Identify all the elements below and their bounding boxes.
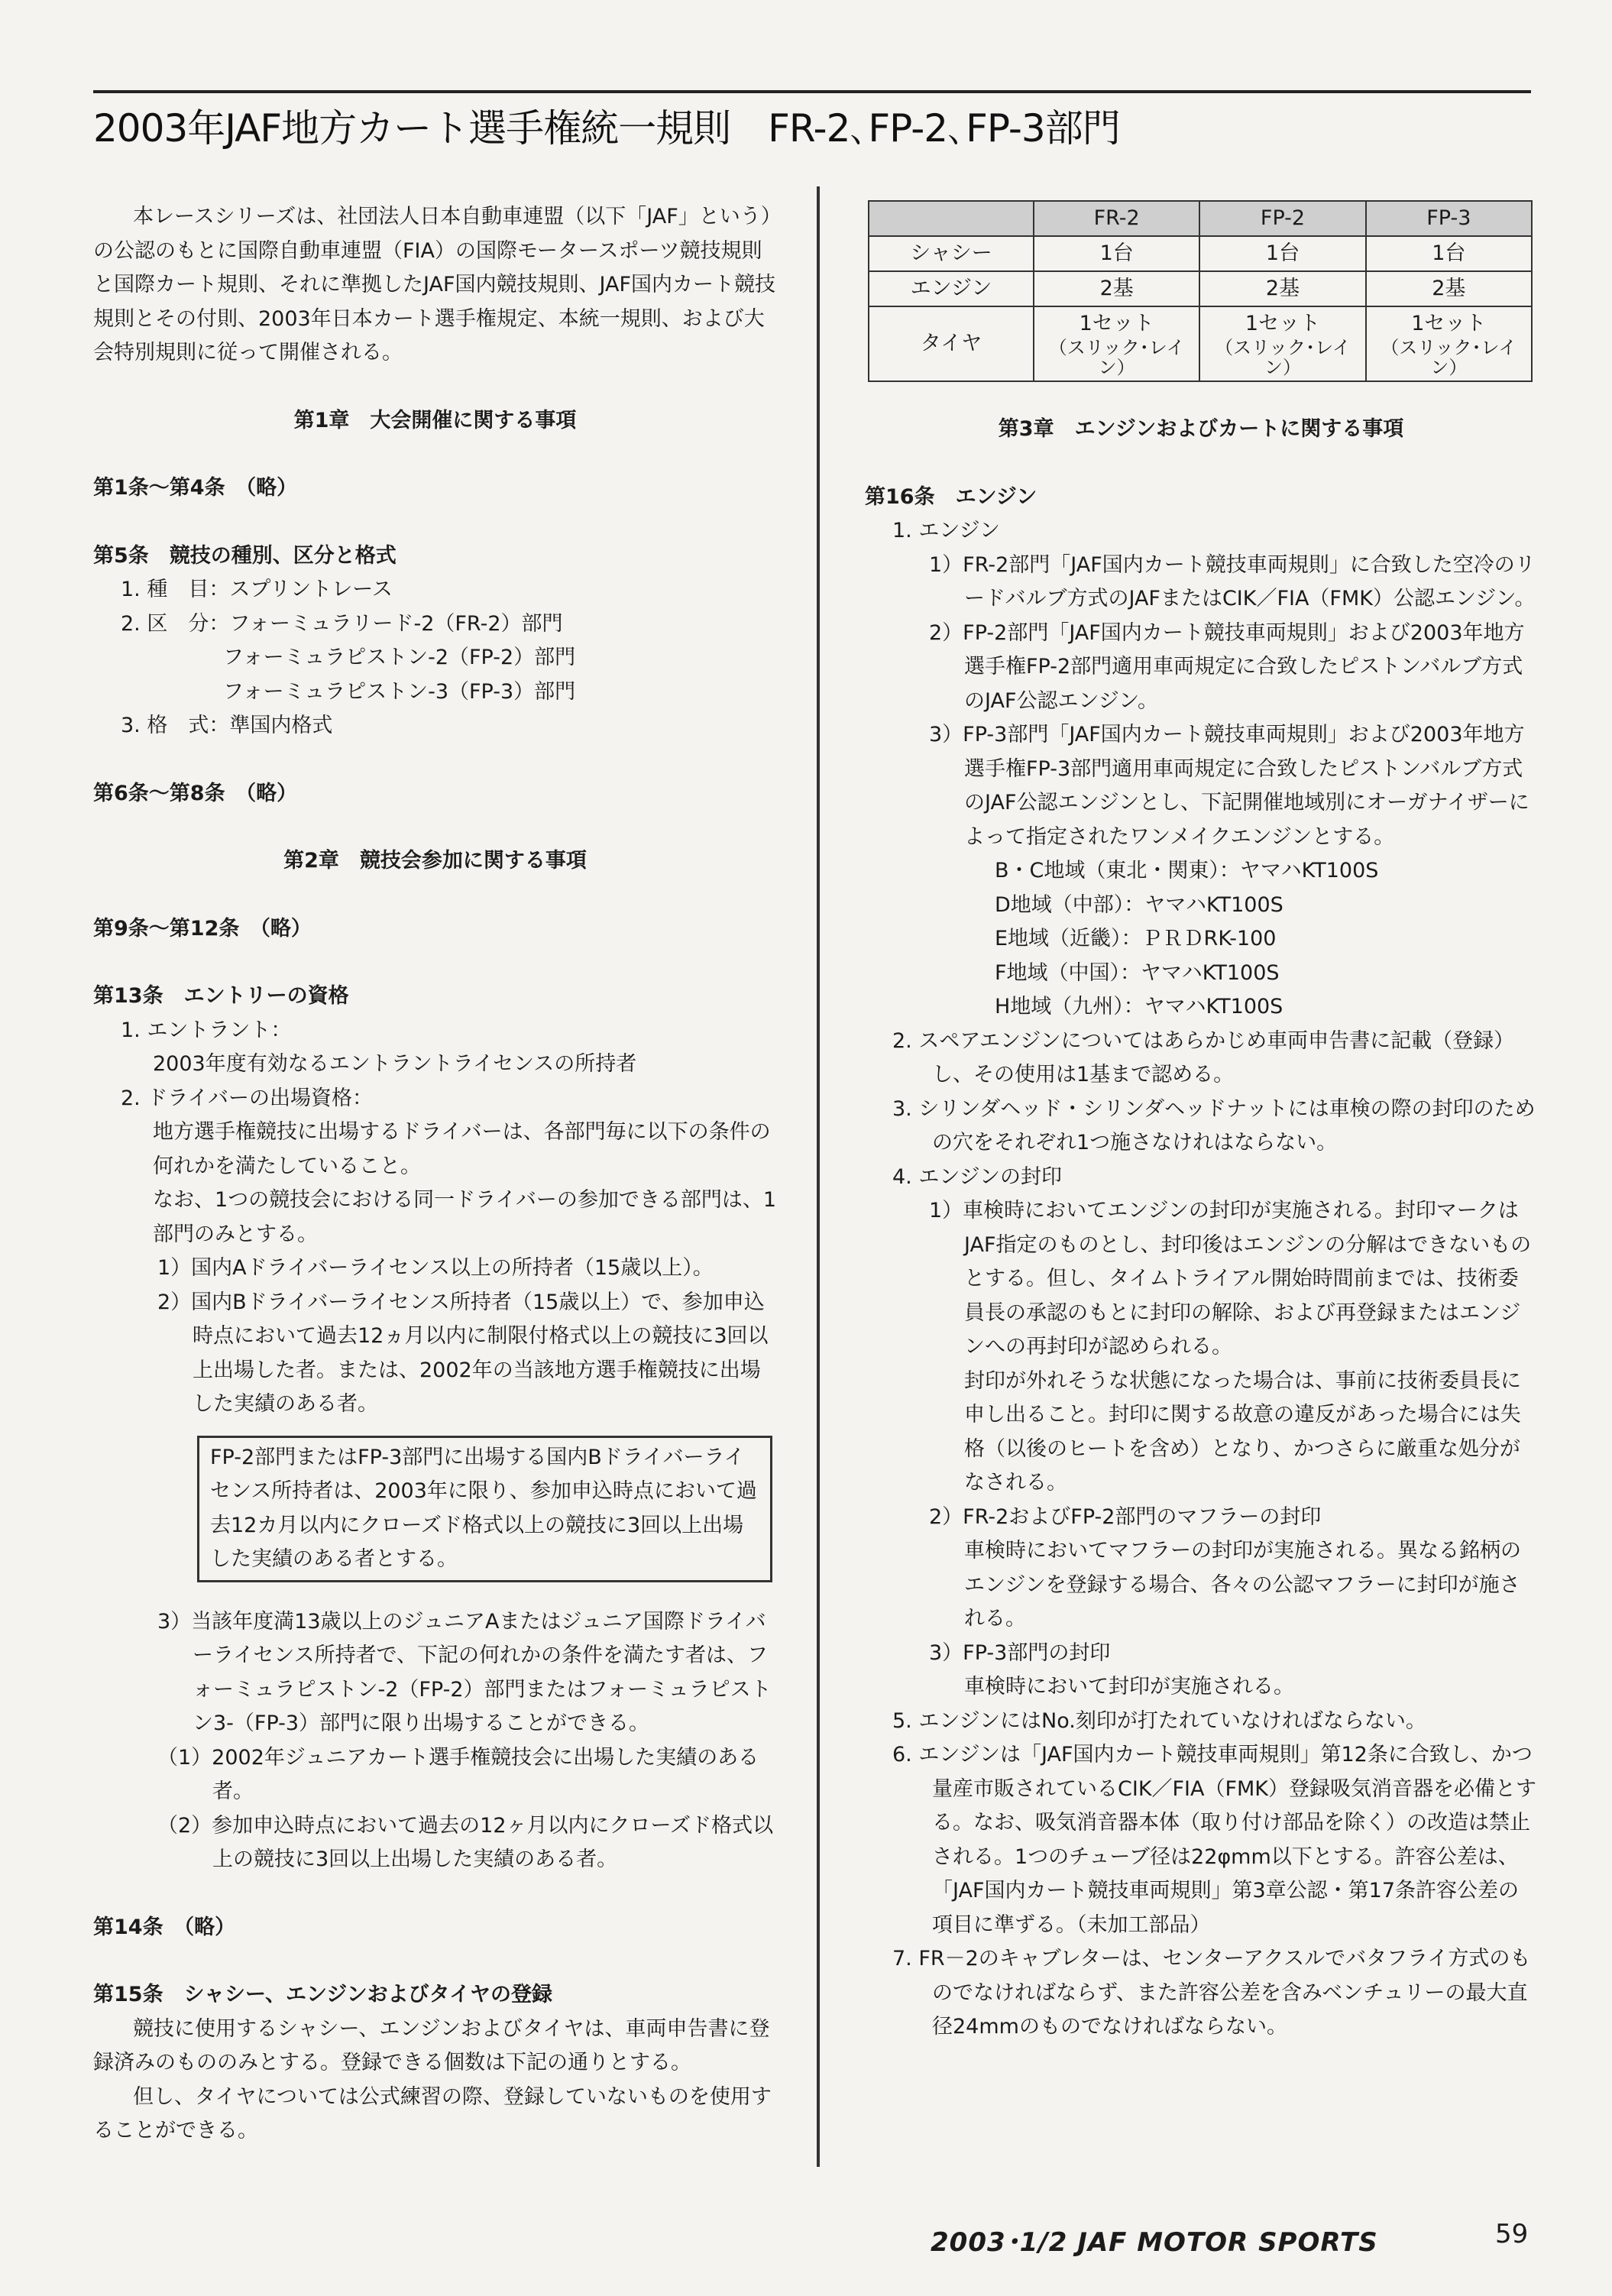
engine-item-4-2: 2）FR-2およびFP-2部門のマフラーの封印	[929, 1504, 1322, 1529]
table-cell: 2基	[1366, 271, 1532, 306]
engine-item-4-1-note: 封印が外れそうな状態になった場合は、事前に技術委員長に申し出ること。封印に関する故意の違反があった場合には失格（以後のヒートを含め）となり、かつさらに厳重な処分がなされる。	[964, 1368, 1521, 1495]
article-13-item-1: 1. エントラント：	[121, 1018, 292, 1042]
article-14-heading: 第14条 （略）	[93, 1915, 236, 1939]
engine-item-4-3: 3）FP-3部門の封印	[929, 1640, 1111, 1665]
tire-note: （スリック･レイン）	[1381, 337, 1517, 378]
article-13-item-1-text: 2003年度有効なるエントラントライセンスの所持者	[153, 1052, 637, 1076]
table-header-cell	[869, 201, 1034, 236]
engine-item-1-2: 2）FP-2部門「JAF国内カート競技車両規則」および2003年地方選手権FP-2部門適用車両規定に合致したピストンバルブ方式のJAF公認エンジン。	[929, 620, 1525, 713]
engine-item-2: 2. スペアエンジンについてはあらかじめ車両申告書に記載（登録）し、その使用は1基まで認める。	[892, 1028, 1515, 1086]
region-bc: B・C地域（東北・関東）：ヤマハKT100S	[995, 859, 1379, 882]
article-15-heading: 第15条 シャシー、エンジンおよびタイヤの登録	[93, 1983, 553, 2006]
article-15-text-1: 競技に使用するシャシー、エンジンおよびタイヤは、車両申告書に登録済みのもののみとする。登録できる個数は下記の通りとする。	[93, 2016, 770, 2074]
engine-item-4-3-text: 車検時において封印が実施される。	[964, 1675, 1294, 1699]
article-13-item-2: 2. ドライバーの出場資格：	[121, 1086, 373, 1110]
table-cell: 1台	[1199, 236, 1365, 271]
engine-item-7: 7. FR－2のキャブレターは、センターアクスルでバタフライ方式のものでなければならず、また許容公差を含みベンチュリーの最大直径24mmのものでなければならない。	[892, 1947, 1531, 2039]
table-row-label: エンジン	[869, 271, 1034, 306]
region-d: D地域（中部）：ヤマハKT100S	[995, 892, 1283, 917]
engine-item-4-2-text: 車検時においてマフラーの封印が実施される。異なる銘柄のエンジンを登録する場合、各々の公認マフラーに封印が施される。	[964, 1539, 1521, 1631]
left-column	[93, 200, 777, 2149]
tire-note: （スリック･レイン）	[1048, 337, 1185, 378]
table-row	[869, 306, 1532, 381]
article-6-8-heading: 第6条～第8条 （略）	[93, 781, 298, 805]
table-header-cell: FP-3	[1366, 201, 1532, 236]
engine-item-1: 1. エンジン	[892, 519, 1000, 542]
intro-paragraph: 本レースシリーズは、社団法人日本自動車連盟（以下「JAF」という）の公認のもとに国際自動車連盟（FIA）の国際モータースポーツ競技規則と国際カート規則、それに準拠したJAF国内競技規則、JAF国内カート競技規則とその付則、2003年日本カート選手権規定、本統一規則、および大会特別規則に従って開催される。	[93, 205, 775, 364]
tire-note: （スリック･レイン）	[1215, 337, 1351, 378]
chapter-2-heading: 第2章 競技会参加に関する事項	[283, 849, 587, 873]
article-5-heading: 第5条 競技の種別、区分と格式	[93, 543, 397, 568]
table-header-cell: FP-2	[1199, 201, 1365, 236]
table-header-row	[869, 201, 1532, 236]
article-13-sub-3-cond-1: （1）2002年ジュニアカート選手権競技会に出場した実績のある者。	[157, 1745, 759, 1803]
table-row-label: タイヤ	[869, 306, 1034, 381]
article-13-item-2-text: 地方選手権競技に出場するドライバーは、各部門毎に以下の条件の何れかを満たしていること。	[153, 1120, 771, 1178]
table-cell: 2基	[1034, 271, 1199, 306]
article-5-item-3: 3. 格 式：準国内格式	[121, 714, 333, 737]
footer-publication: 2003･1/2 JAF MOTOR SPORTS	[931, 2227, 1378, 2258]
fp-exception-box: FP-2部門またはFP-3部門に出場する国内Bドライバーライセンス所持者は、2003年に限り、参加申込時点において過去12カ月以内にクローズド格式以上の競技に3回以上出場した実績のある者とする。	[197, 1436, 772, 1582]
region-f: F地域（中国）：ヤマハKT100S	[995, 960, 1280, 985]
article-9-12-heading: 第9条～第12条 （略）	[93, 916, 312, 941]
article-15-text-2: 但し、タイヤについては公式練習の際、登録していないものを使用することができる。	[93, 2084, 772, 2142]
table-header-cell: FR-2	[1034, 201, 1199, 236]
tire-count: 1セット	[1245, 312, 1321, 335]
table-cell	[1199, 306, 1365, 381]
chapter-1-heading: 第1章 大会開催に関する事項	[293, 408, 577, 432]
table-cell: 1台	[1366, 236, 1532, 271]
chapter-3-heading: 第3章 エンジンおよびカートに関する事項	[998, 417, 1404, 441]
table-cell	[1034, 306, 1199, 381]
region-h: H地域（九州）：ヤマハKT100S	[995, 995, 1283, 1018]
engine-item-6: 6. エンジンは「JAF国内カート競技車両規則」第12条に合致し、かつ量産市販されているCIK／FIA（FMK）登録吸気消音器を必備とする。なお、吸気消音器本体（取り付け部品を除く）の改造は禁止される。1つのチューブ径は22φmm以下とする。許容公差は、「JAF国内カート競技車両規則」第3章公認・第17条許容公差の項目に準ずる。（未加工部品）	[892, 1743, 1537, 1937]
article-5-item-2: 2. 区 分：フォーミュラリード-2（FR-2）部門	[121, 611, 563, 636]
article-13-sub-3: 3）当該年度満13歳以上のジュニアAまたはジュニア国際ドライバーライセンス所持者で、下記の何れかの条件を満たす者は、フォーミュラピストン-2（FP-2）部門またはフォーミュラピストン3-（FP-3）部門に限り出場することができる。	[157, 1609, 772, 1735]
tire-count: 1セット	[1411, 312, 1487, 335]
engine-item-4: 4. エンジンの封印	[892, 1164, 1062, 1189]
article-16-heading: 第16条 エンジン	[865, 484, 1037, 509]
table-cell	[1366, 306, 1532, 381]
table-cell: 1台	[1034, 236, 1199, 271]
article-13-item-2-note: なお、1つの競技会における同一ドライバーの参加できる部門は、1部門のみとする。	[153, 1188, 777, 1246]
article-5-item-2c: フォーミュラピストン-3（FP-3）部門	[223, 679, 576, 704]
engine-item-5: 5. エンジンにはNo.刻印が打たれていなければならない。	[892, 1708, 1426, 1733]
article-13-heading: 第13条 エントリーの資格	[93, 984, 349, 1008]
region-e: E地域（近畿）：ＰＲＤRK-100	[995, 927, 1277, 950]
table-cell: 2基	[1199, 271, 1365, 306]
column-divider	[817, 186, 820, 2167]
right-column	[865, 200, 1537, 2045]
page-number: 59	[1495, 2219, 1529, 2249]
engine-item-4-1: 1）車検時においてエンジンの封印が実施される。封印マークはJAF指定のものとし、封印後はエンジンの分解はできないものとする。但し、タイムトライアル開始時間前までは、技術委員長の承認のもとに封印の解除、および再登録またはエンジンへの再封印が認められる。	[929, 1199, 1532, 1358]
article-5-item-1: 1. 種 目：スプリントレース	[121, 578, 393, 601]
article-5-item-2b: フォーミュラピストン-2（FP-2）部門	[223, 646, 576, 669]
article-13-sub-1: 1）国内Aドライバーライセンス以上の所持者（15歳以上）。	[157, 1256, 714, 1280]
engine-item-1-1: 1）FR-2部門「JAF国内カート競技車両規則」に合致した空冷のリードバルブ方式のJAFまたはCIK／FIA（FMK）公認エンジン。	[929, 552, 1536, 610]
engine-item-1-3: 3）FP-3部門「JAF国内カート競技車両規則」および2003年地方選手権FP-3部門適用車両規定に合致したピストンバルブ方式のJAF公認エンジンとし、下記開催地域別にオーガナイザーによって指定されたワンメイクエンジンとする。	[929, 723, 1529, 849]
table-row-label: シャシー	[869, 236, 1034, 271]
registration-table	[868, 200, 1533, 382]
article-13-sub-3-cond-2: （2）参加申込時点において過去の12ヶ月以内にクローズド格式以上の競技に3回以上出場した実績のある者。	[157, 1813, 774, 1871]
engine-item-3: 3. シリンダヘッド・シリンダヘッドナットには車検の際の封印のための穴をそれぞれ1つ施さなけれはならない。	[892, 1096, 1536, 1154]
header-rule	[93, 90, 1531, 93]
table-row	[869, 271, 1532, 306]
table-row	[869, 236, 1532, 271]
article-1-4-heading: 第1条～第4条 （略）	[93, 476, 298, 500]
page-title: 2003年JAF地方カート選手権統一規則 FR-2､FP-2､FP-3部門	[93, 106, 1120, 151]
article-13-sub-2: 2）国内Bドライバーライセンス所持者（15歳以上）で、参加申込時点において過去12ヵ月以内に制限付格式以上の競技に3回以上出場した者。または、2002年の当該地方選手権競技に出場した実績のある者。	[157, 1290, 769, 1416]
tire-count: 1セット	[1079, 312, 1154, 335]
